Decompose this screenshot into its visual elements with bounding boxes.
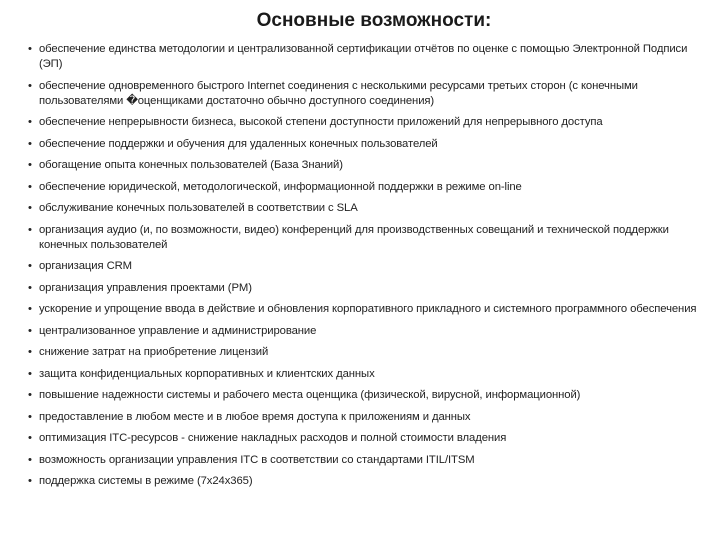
list-item-text: обеспечение единства методологии и централизованной сертификации отчётов по оценке с помощью Электронной Подписи (ЭП) [39, 43, 688, 70]
list-item [28, 302, 710, 317]
list-item-text: возможность организации управления ITC в соответствии со стандартами ITIL/ITSM [39, 453, 475, 466]
bullet-icon: • [28, 223, 32, 236]
list-item-text: обеспечение поддержки и обучения для удаленных конечных пользователей [39, 137, 438, 150]
bullet-icon: • [28, 202, 32, 214]
bullet-icon: • [28, 303, 32, 315]
bullet-icon: • [28, 281, 32, 294]
list-item [28, 201, 710, 216]
list-item [28, 410, 710, 425]
list-item-text: повышение надежности системы и рабочего места оценщика (физической, вирусной, информационной) [39, 389, 581, 401]
list-item [28, 345, 710, 360]
bullet-icon: • [28, 159, 32, 171]
list-item-text: организация управления проектами (PM) [39, 281, 252, 294]
list-item-text: обслуживание конечных пользователей в соответствии с SLA [39, 202, 358, 214]
list-item [28, 388, 710, 403]
feature-list [28, 42, 710, 489]
list-item-text: защита конфиденциальных корпоративных и клиентских данных [39, 367, 375, 380]
list-item [28, 324, 710, 339]
list-item-text: снижение затрат на приобретение лицензий [39, 346, 269, 358]
bullet-icon: • [28, 180, 32, 193]
list-item [28, 42, 710, 72]
bullet-icon: • [28, 389, 32, 401]
bullet-icon: • [28, 116, 32, 128]
list-item-text: предоставление в любом месте и в любое время доступа к приложениям и данных [39, 410, 471, 423]
list-item [28, 281, 710, 296]
list-item [28, 474, 710, 489]
bullet-icon: • [28, 453, 32, 466]
list-item-text: организация аудио (и, по возможности, видео) конференций для производственных совещаний и технической поддержки конечных пользователей [39, 223, 669, 251]
bullet-icon: • [28, 324, 32, 337]
list-item-text: обогащение опыта конечных пользователей (База Знаний) [39, 159, 343, 171]
bullet-icon: • [28, 137, 32, 150]
list-item-text: организация CRM [39, 260, 132, 272]
list-item [28, 79, 710, 109]
list-item-text: обеспечение непрерывности бизнеса, высокой степени доступности приложений для непрерывного доступа [39, 116, 603, 128]
list-item [28, 137, 710, 152]
list-item [28, 431, 710, 446]
page-title: Основные возможности: [256, 10, 492, 31]
bullet-icon: • [28, 475, 32, 487]
list-item [28, 115, 710, 130]
bullet-icon: • [28, 260, 32, 272]
list-item-text: централизованное управление и администрирование [39, 324, 317, 337]
list-item-text: оптимизация ITC-ресурсов - снижение накладных расходов и полной стоимости владения [39, 432, 507, 444]
bullet-icon: • [28, 346, 32, 358]
list-item [28, 180, 710, 195]
bullet-icon: • [28, 79, 32, 92]
list-item [28, 259, 710, 274]
list-item [28, 223, 710, 253]
bullet-icon: • [28, 432, 32, 444]
list-item [28, 453, 710, 468]
list-item [28, 367, 710, 382]
list-item-text: поддержка системы в режиме (7x24x365) [39, 475, 253, 487]
list-item-text: обеспечение юридической, методологической, информационной поддержки в режиме on-line [39, 180, 522, 193]
bullet-icon: • [28, 367, 32, 380]
list-item-text: ускорение и упрощение ввода в действие и обновления корпоративного прикладного и системного программного обеспечения [39, 303, 697, 315]
bullet-icon: • [28, 43, 32, 55]
list-item [28, 158, 710, 173]
bullet-icon: • [28, 410, 32, 423]
list-item-text: обеспечение одновременного быстрого Internet соединения с несколькими ресурсами третьих сторон (с конечными пользователями �оценщиками достаточно обычно доступного соединения) [39, 79, 638, 107]
